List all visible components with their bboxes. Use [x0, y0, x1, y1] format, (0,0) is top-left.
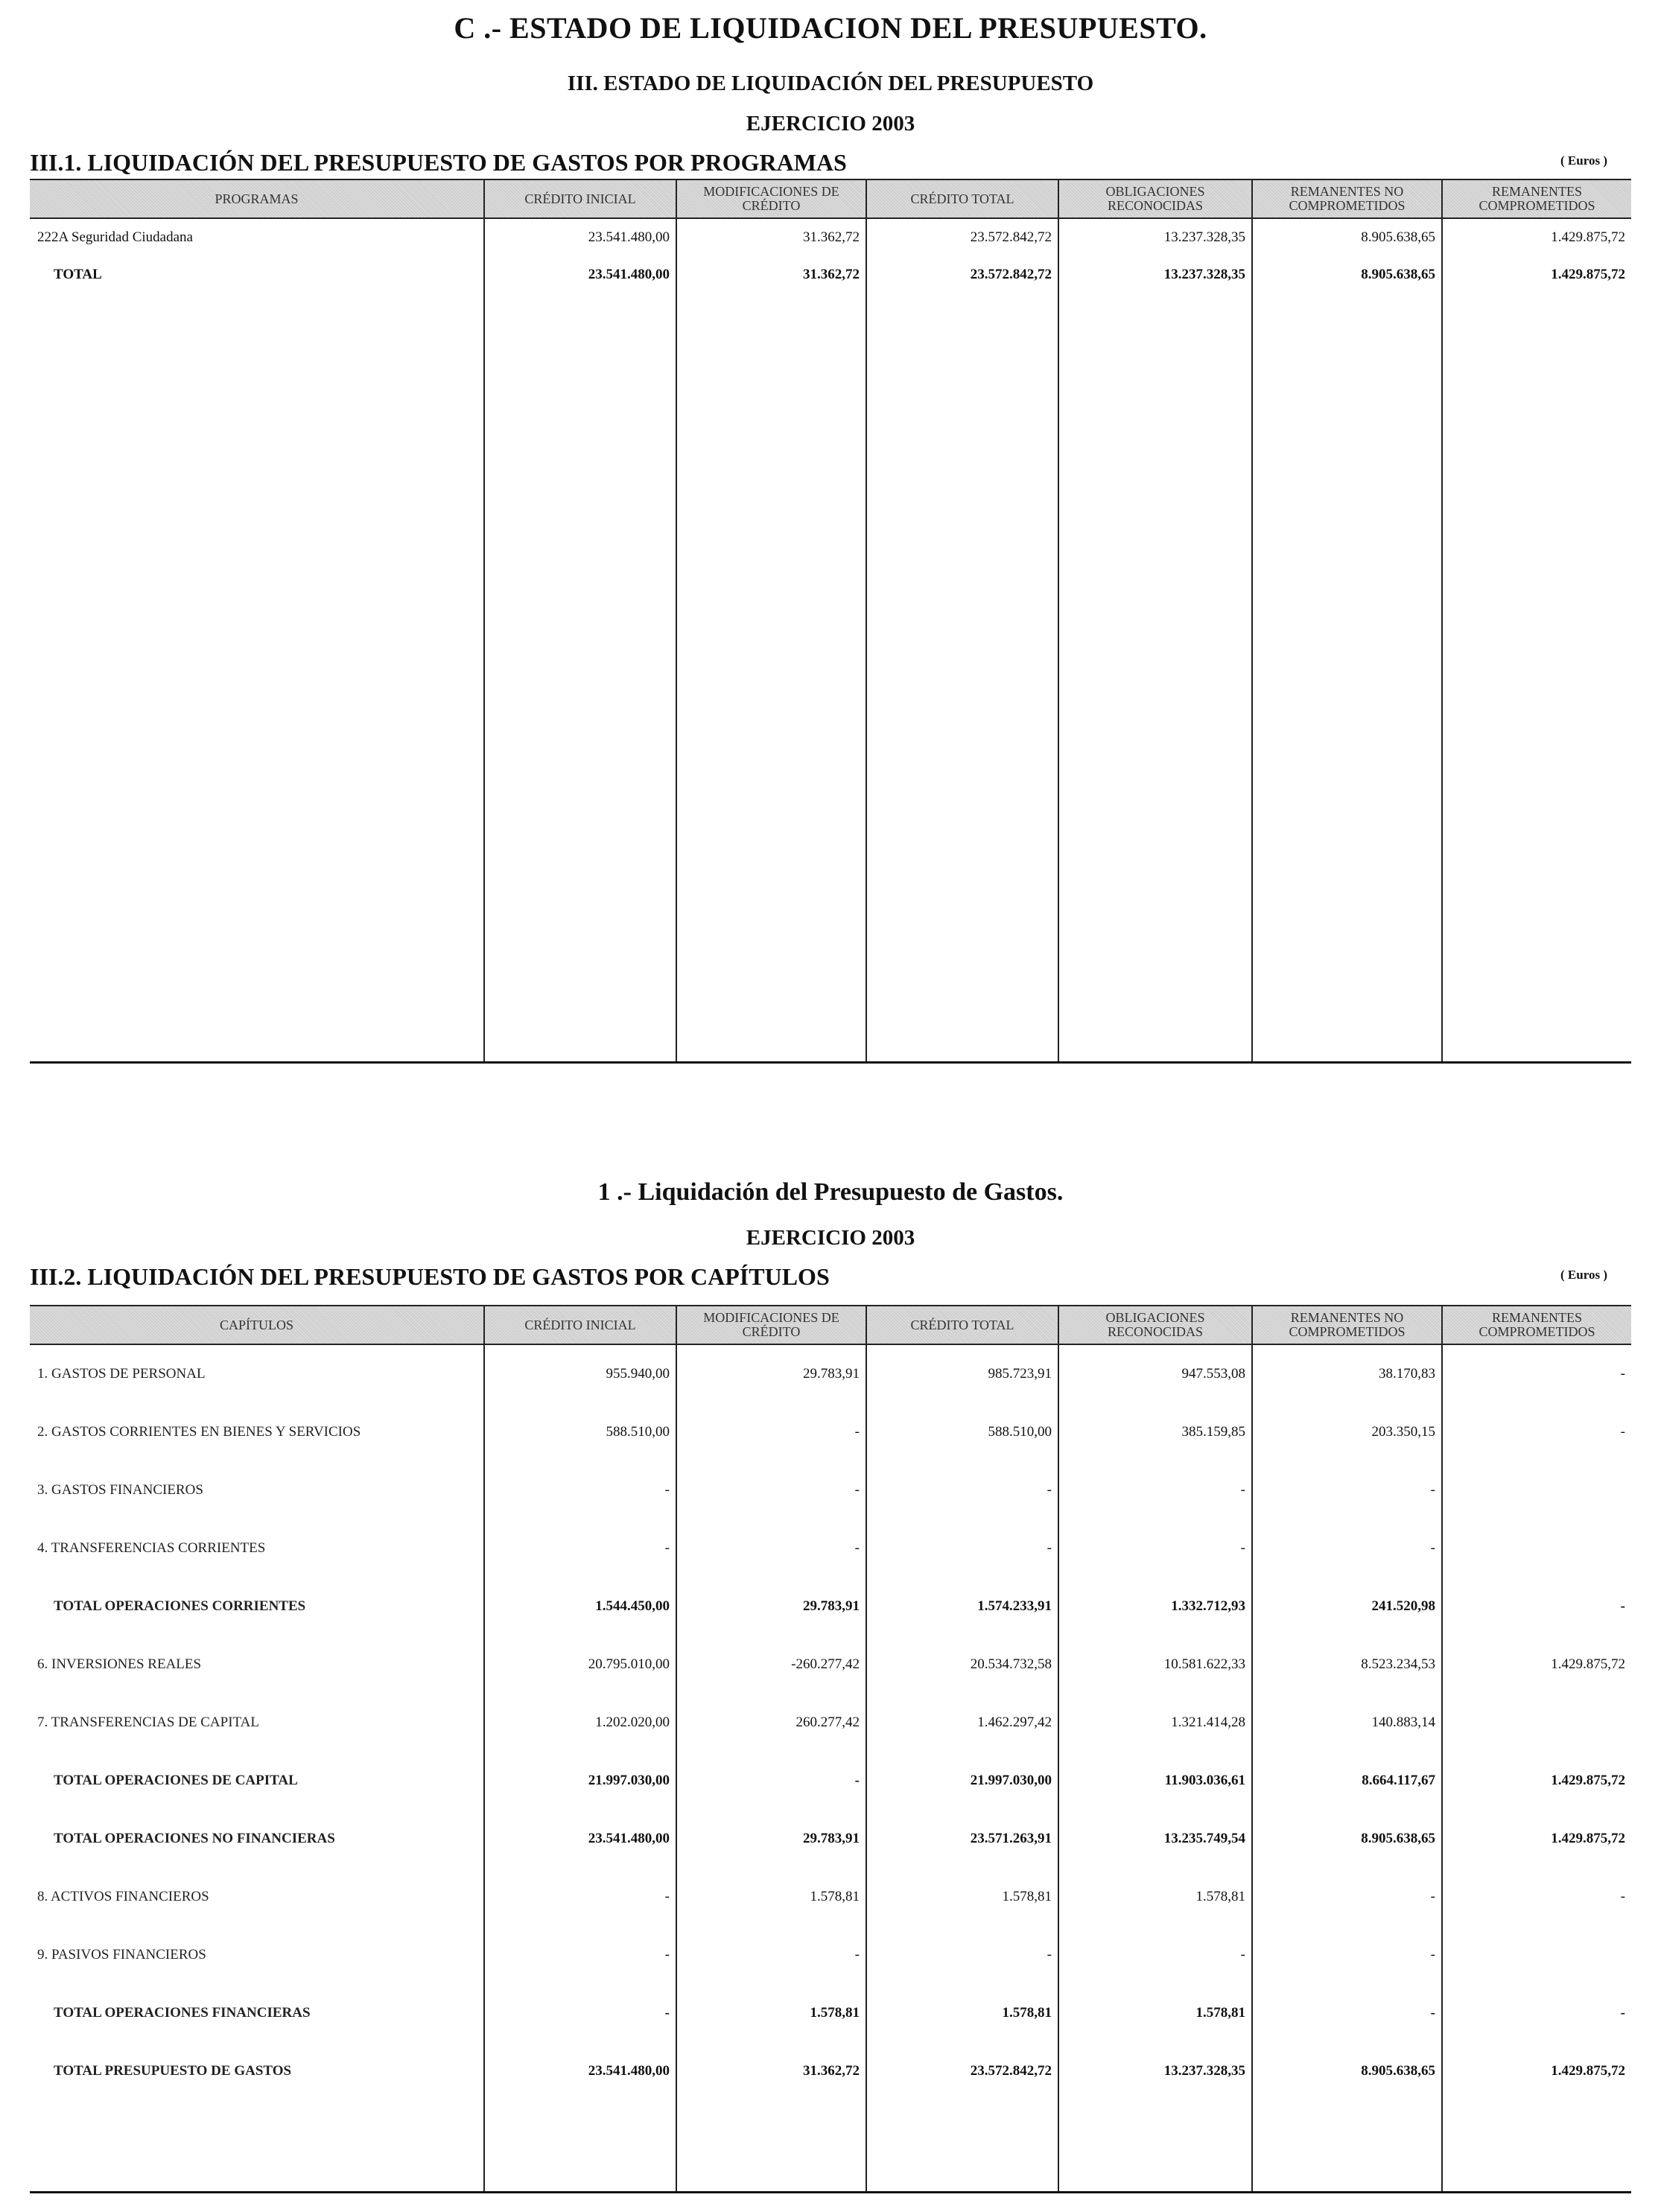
- table-row: [30, 1984, 1631, 2042]
- cell-obligaciones: 11.903.036,61: [1058, 1752, 1252, 1810]
- cell-remanentes: -: [1442, 1577, 1631, 1636]
- cell-modificaciones: -260.277,42: [676, 1636, 866, 1694]
- table-row: [30, 1926, 1631, 1984]
- cell-remanentes: 1.429.875,72: [1442, 1752, 1631, 1810]
- cell-remanentes-no: -: [1252, 1868, 1442, 1926]
- cell-credito-total: 1.578,81: [866, 1984, 1058, 2042]
- header-remanentes-no-comprometidos: REMANENTES NO COMPROMETIDOS: [1252, 179, 1442, 218]
- row-label: 222A Seguridad Ciudadana: [30, 218, 484, 256]
- cell-credito-inicial: -: [484, 1461, 676, 1519]
- cell-remanentes: -: [1442, 1984, 1631, 2042]
- cell-obligaciones: 13.237.328,35: [1058, 2042, 1252, 2100]
- cell-modificaciones: 29.783,91: [676, 1344, 866, 1403]
- cell-remanentes: 1.429.875,72: [1442, 218, 1631, 256]
- section1-title: III.1. LIQUIDACIÓN DEL PRESUPUESTO DE GASTOS POR PROGRAMAS: [30, 149, 847, 176]
- cell-credito-total: -: [866, 1926, 1058, 1984]
- cell-modificaciones: -: [676, 1926, 866, 1984]
- cell-credito-inicial: 588.510,00: [484, 1403, 676, 1461]
- cell-credito-total: 23.572.842,72: [866, 2042, 1058, 2100]
- cell-credito-inicial: 20.795.010,00: [484, 1636, 676, 1694]
- header-remanentes-comprometidos: REMANENTES COMPROMETIDOS: [1442, 1306, 1631, 1344]
- exercise-year-top: EJERCICIO 2003: [746, 112, 915, 136]
- cell-credito-inicial: 21.997.030,00: [484, 1752, 676, 1810]
- header-modificaciones: MODIFICACIONES DE CRÉDITO: [676, 1306, 866, 1344]
- row-label: 6. INVERSIONES REALES: [30, 1636, 484, 1694]
- row-label: TOTAL OPERACIONES FINANCIERAS: [30, 1984, 484, 2042]
- cell-modificaciones: -: [676, 1403, 866, 1461]
- cell-credito-inicial: -: [484, 1519, 676, 1577]
- cell-remanentes: 1.429.875,72: [1442, 2042, 1631, 2100]
- section1-units: ( Euros ): [1560, 153, 1607, 168]
- cell-modificaciones: 29.783,91: [676, 1577, 866, 1636]
- cell-credito-total: 588.510,00: [866, 1403, 1058, 1461]
- cell-obligaciones: 13.237.328,35: [1058, 218, 1252, 256]
- cell-credito-total: 985.723,91: [866, 1344, 1058, 1403]
- header-obligaciones: OBLIGACIONES RECONOCIDAS: [1058, 1306, 1252, 1344]
- exercise-year-bottom: EJERCICIO 2003: [746, 1226, 915, 1250]
- table-row: [30, 1752, 1631, 1810]
- cell-modificaciones: 31.362,72: [676, 218, 866, 256]
- header-credito-inicial: CRÉDITO INICIAL: [484, 179, 676, 218]
- table-row: [30, 1636, 1631, 1694]
- cell-credito-inicial: -: [484, 1984, 676, 2042]
- cell-credito-total: 23.572.842,72: [866, 218, 1058, 256]
- cell-obligaciones: 13.235.749,54: [1058, 1810, 1252, 1868]
- cell-remanentes-no: 241.520,98: [1252, 1577, 1442, 1636]
- table-row: [30, 1868, 1631, 1926]
- cell-remanentes-no: 8.664.117,67: [1252, 1752, 1442, 1810]
- cell-remanentes: [1442, 1461, 1631, 1519]
- cell-credito-inicial: 1.544.450,00: [484, 1577, 676, 1636]
- row-label: 9. PASIVOS FINANCIEROS: [30, 1926, 484, 1984]
- cell-credito-total: 23.571.263,91: [866, 1810, 1058, 1868]
- header-obligaciones: OBLIGACIONES RECONOCIDAS: [1058, 179, 1252, 218]
- cell-modificaciones: 31.362,72: [676, 256, 866, 293]
- section2-heading: 1 .- Liquidación del Presupuesto de Gastos.: [597, 1178, 1064, 1206]
- cell-remanentes: 1.429.875,72: [1442, 256, 1631, 293]
- cell-remanentes-no: -: [1252, 1926, 1442, 1984]
- header-credito-total: CRÉDITO TOTAL: [866, 1306, 1058, 1344]
- cell-credito-inicial: -: [484, 1926, 676, 1984]
- cell-remanentes-no: 203.350,15: [1252, 1403, 1442, 1461]
- row-label: TOTAL OPERACIONES DE CAPITAL: [30, 1752, 484, 1810]
- chapters-header-row: [30, 1306, 1631, 1344]
- cell-remanentes-no: 8.905.638,65: [1252, 2042, 1442, 2100]
- table-filler: [30, 2100, 1631, 2193]
- cell-credito-inicial: 23.541.480,00: [484, 2042, 676, 2100]
- cell-obligaciones: 1.321.414,28: [1058, 1694, 1252, 1752]
- row-label: TOTAL: [30, 256, 484, 293]
- cell-remanentes-no: 8.905.638,65: [1252, 1810, 1442, 1868]
- table-row: [30, 1461, 1631, 1519]
- cell-remanentes: 1.429.875,72: [1442, 1636, 1631, 1694]
- document-title: C .- ESTADO DE LIQUIDACION DEL PRESUPUESTO.: [454, 11, 1207, 45]
- cell-credito-total: -: [866, 1519, 1058, 1577]
- row-label: TOTAL OPERACIONES CORRIENTES: [30, 1577, 484, 1636]
- cell-modificaciones: 1.578,81: [676, 1868, 866, 1926]
- header-credito-inicial: CRÉDITO INICIAL: [484, 1306, 676, 1344]
- cell-credito-total: 1.578,81: [866, 1868, 1058, 1926]
- cell-remanentes: -: [1442, 1344, 1631, 1403]
- cell-remanentes-no: -: [1252, 1461, 1442, 1519]
- cell-credito-inicial: 23.541.480,00: [484, 218, 676, 256]
- cell-credito-inicial: 1.202.020,00: [484, 1694, 676, 1752]
- header-remanentes-comprometidos: REMANENTES COMPROMETIDOS: [1442, 179, 1631, 218]
- cell-modificaciones: 1.578,81: [676, 1984, 866, 2042]
- programs-header-row: [30, 179, 1631, 218]
- cell-credito-total: -: [866, 1461, 1058, 1519]
- cell-remanentes-no: 38.170,83: [1252, 1344, 1442, 1403]
- programs-table: [30, 179, 1631, 1064]
- cell-remanentes-no: -: [1252, 1519, 1442, 1577]
- cell-modificaciones: -: [676, 1519, 866, 1577]
- cell-remanentes: -: [1442, 1403, 1631, 1461]
- cell-remanentes-no: 8.523.234,53: [1252, 1636, 1442, 1694]
- cell-modificaciones: -: [676, 1461, 866, 1519]
- statement-subtitle: III. ESTADO DE LIQUIDACIÓN DEL PRESUPUESTO: [567, 71, 1094, 95]
- table-row: [30, 1344, 1631, 1403]
- chapters-table: [30, 1305, 1631, 2193]
- cell-credito-total: 20.534.732,58: [866, 1636, 1058, 1694]
- cell-remanentes-no: 8.905.638,65: [1252, 218, 1442, 256]
- row-label: TOTAL PRESUPUESTO DE GASTOS: [30, 2042, 484, 2100]
- header-programas: PROGRAMAS: [30, 179, 484, 218]
- cell-modificaciones: 29.783,91: [676, 1810, 866, 1868]
- cell-obligaciones: -: [1058, 1519, 1252, 1577]
- table-row: [30, 1519, 1631, 1577]
- row-label: 8. ACTIVOS FINANCIEROS: [30, 1868, 484, 1926]
- cell-obligaciones: 10.581.622,33: [1058, 1636, 1252, 1694]
- cell-obligaciones: -: [1058, 1461, 1252, 1519]
- cell-obligaciones: 13.237.328,35: [1058, 256, 1252, 293]
- cell-credito-total: 21.997.030,00: [866, 1752, 1058, 1810]
- table-row: [30, 1577, 1631, 1636]
- section2-title: III.2. LIQUIDACIÓN DEL PRESUPUESTO DE GASTOS POR CAPÍTULOS: [30, 1263, 830, 1290]
- cell-modificaciones: 260.277,42: [676, 1694, 866, 1752]
- row-label: 3. GASTOS FINANCIEROS: [30, 1461, 484, 1519]
- row-label: 7. TRANSFERENCIAS DE CAPITAL: [30, 1694, 484, 1752]
- cell-remanentes-no: 8.905.638,65: [1252, 256, 1442, 293]
- table-row: [30, 1810, 1631, 1868]
- cell-obligaciones: 385.159,85: [1058, 1403, 1252, 1461]
- header-credito-total: CRÉDITO TOTAL: [866, 179, 1058, 218]
- table-row: [30, 218, 1631, 256]
- row-label: TOTAL OPERACIONES NO FINANCIERAS: [30, 1810, 484, 1868]
- cell-credito-inicial: 23.541.480,00: [484, 256, 676, 293]
- section2-units: ( Euros ): [1560, 1268, 1607, 1282]
- row-label: 4. TRANSFERENCIAS CORRIENTES: [30, 1519, 484, 1577]
- cell-remanentes: [1442, 1694, 1631, 1752]
- cell-credito-total: 1.574.233,91: [866, 1577, 1058, 1636]
- cell-obligaciones: -: [1058, 1926, 1252, 1984]
- cell-modificaciones: -: [676, 1752, 866, 1810]
- cell-remanentes: [1442, 1519, 1631, 1577]
- cell-obligaciones: 947.553,08: [1058, 1344, 1252, 1403]
- cell-credito-total: 23.572.842,72: [866, 256, 1058, 293]
- cell-remanentes: -: [1442, 1868, 1631, 1926]
- cell-credito-inicial: -: [484, 1868, 676, 1926]
- cell-remanentes: [1442, 1926, 1631, 1984]
- cell-remanentes-no: -: [1252, 1984, 1442, 2042]
- table-row: [30, 2042, 1631, 2100]
- table-row: [30, 256, 1631, 293]
- cell-credito-total: 1.462.297,42: [866, 1694, 1058, 1752]
- table-row: [30, 1403, 1631, 1461]
- header-modificaciones: MODIFICACIONES DE CRÉDITO: [676, 179, 866, 218]
- header-capitulos: CAPÍTULOS: [30, 1306, 484, 1344]
- cell-credito-inicial: 23.541.480,00: [484, 1810, 676, 1868]
- cell-remanentes-no: 140.883,14: [1252, 1694, 1442, 1752]
- cell-obligaciones: 1.578,81: [1058, 1984, 1252, 2042]
- cell-credito-inicial: 955.940,00: [484, 1344, 676, 1403]
- cell-modificaciones: 31.362,72: [676, 2042, 866, 2100]
- row-label: 2. GASTOS CORRIENTES EN BIENES Y SERVICIOS: [30, 1403, 484, 1461]
- cell-obligaciones: 1.332.712,93: [1058, 1577, 1252, 1636]
- cell-obligaciones: 1.578,81: [1058, 1868, 1252, 1926]
- table-row: [30, 1694, 1631, 1752]
- row-label: 1. GASTOS DE PERSONAL: [30, 1344, 484, 1403]
- table-filler: [30, 293, 1631, 1063]
- cell-remanentes: 1.429.875,72: [1442, 1810, 1631, 1868]
- header-remanentes-no-comprometidos: REMANENTES NO COMPROMETIDOS: [1252, 1306, 1442, 1344]
